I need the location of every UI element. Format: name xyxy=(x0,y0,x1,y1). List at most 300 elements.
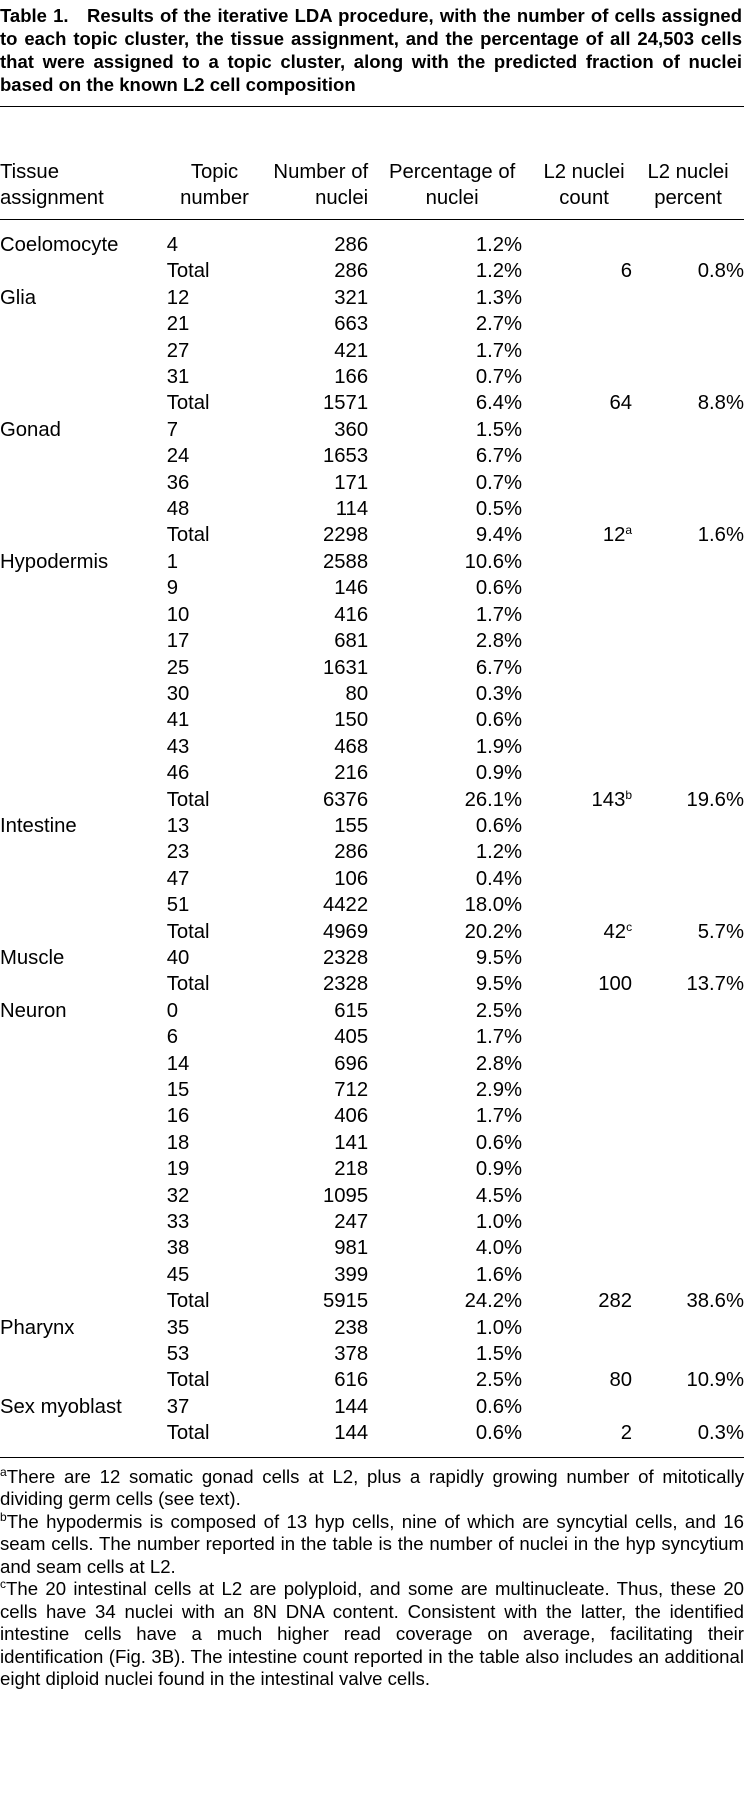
cell-topic: 33 xyxy=(166,1211,190,1234)
cell-nuclei: 144 xyxy=(334,1395,369,1418)
cell-topic: 30 xyxy=(166,682,190,705)
cell-l2percent: 5.7% xyxy=(697,920,744,943)
cell-tissue: Pharynx xyxy=(0,1316,75,1339)
cell-topic: 12 xyxy=(166,286,190,309)
cell-nuclei: 421 xyxy=(334,339,369,362)
table-row xyxy=(0,602,744,628)
cell-percent: 4.5% xyxy=(475,1184,523,1207)
cell-percent: 4.0% xyxy=(475,1237,523,1260)
cell-percent: 1.7% xyxy=(475,1105,523,1128)
header-percent: Percentage of nuclei xyxy=(388,161,516,209)
cell-nuclei: 4422 xyxy=(322,894,369,917)
cell-l2count xyxy=(536,892,632,918)
table-row xyxy=(0,1077,744,1103)
cell-topic: 46 xyxy=(166,762,190,785)
footnote-text: The hypodermis is composed of 13 hyp cells, nine of which are syncytial cells, and 16 seam cells. The number reported in the table is the number of nuclei in the hyp syncytium and seam cells at L2. xyxy=(0,1510,744,1577)
l2count-value: 12 xyxy=(602,524,626,547)
cell-l2count xyxy=(536,1367,632,1393)
cell-l2count xyxy=(536,232,632,258)
header-l2count: L2 nuclei count xyxy=(543,161,625,209)
cell-percent: 2.5% xyxy=(475,999,523,1022)
cell-l2count xyxy=(536,1341,632,1367)
cell-tissue xyxy=(0,1051,157,1077)
cell-l2count xyxy=(536,575,632,601)
cell-tissue: Neuron xyxy=(0,999,67,1022)
cell-tissue xyxy=(0,1103,157,1129)
cell-percent: 0.4% xyxy=(475,867,523,890)
cell-percent: 1.5% xyxy=(475,418,523,441)
cell-topic: Total xyxy=(166,524,210,547)
cell-l2count xyxy=(536,1209,632,1235)
cell-percent: 1.5% xyxy=(475,1343,523,1366)
cell-l2percent: 38.6% xyxy=(686,1290,744,1313)
cell-l2percent xyxy=(632,1130,744,1156)
cell-nuclei: 663 xyxy=(334,313,369,336)
cell-topic: 10 xyxy=(166,603,190,626)
cell-topic: 47 xyxy=(166,867,190,890)
cell-l2count xyxy=(536,1156,632,1182)
cell-topic: 0 xyxy=(166,999,178,1022)
cell-percent: 0.5% xyxy=(475,498,523,521)
table-row xyxy=(0,258,744,284)
cell-percent: 0.6% xyxy=(475,1395,523,1418)
cell-l2percent xyxy=(632,866,744,892)
footnote-marker: b xyxy=(625,787,633,802)
table-row xyxy=(0,1420,744,1446)
cell-l2count xyxy=(536,919,632,945)
cell-l2percent xyxy=(632,232,744,258)
cell-percent: 18.0% xyxy=(464,894,523,917)
cell-nuclei: 6376 xyxy=(322,788,369,811)
cell-tissue xyxy=(0,1367,157,1393)
cell-nuclei: 144 xyxy=(334,1422,369,1445)
cell-nuclei: 1571 xyxy=(322,392,369,415)
cell-l2count xyxy=(536,311,632,337)
cell-nuclei: 360 xyxy=(334,418,369,441)
cell-topic: 7 xyxy=(166,418,178,441)
cell-topic: 21 xyxy=(166,313,190,336)
cell-tissue xyxy=(0,496,157,522)
footnote-mark: b xyxy=(0,1509,7,1524)
cell-tissue xyxy=(0,734,157,760)
cell-l2percent xyxy=(632,470,744,496)
cell-l2count xyxy=(536,1288,632,1314)
cell-l2count xyxy=(536,707,632,733)
cell-l2count xyxy=(536,443,632,469)
cell-tissue xyxy=(0,866,157,892)
cell-l2percent xyxy=(632,496,744,522)
cell-tissue xyxy=(0,311,157,337)
cell-tissue xyxy=(0,522,157,548)
cell-topic: 18 xyxy=(166,1131,190,1154)
cell-topic: 53 xyxy=(166,1343,190,1366)
cell-l2percent xyxy=(632,1156,744,1182)
cell-nuclei: 416 xyxy=(334,603,369,626)
table-row xyxy=(0,549,744,575)
cell-percent: 1.2% xyxy=(475,841,523,864)
cell-percent: 0.7% xyxy=(475,366,523,389)
cell-nuclei: 1095 xyxy=(322,1184,369,1207)
cell-topic: 36 xyxy=(166,471,190,494)
cell-nuclei: 406 xyxy=(334,1105,369,1128)
cell-tissue xyxy=(0,338,157,364)
cell-l2percent xyxy=(632,839,744,865)
cell-topic: 24 xyxy=(166,445,190,468)
cell-l2count xyxy=(536,839,632,865)
cell-nuclei: 405 xyxy=(334,1026,369,1049)
cell-tissue xyxy=(0,258,157,284)
table-row xyxy=(0,1183,744,1209)
table-row xyxy=(0,628,744,654)
header-topic: Topic number xyxy=(180,161,249,209)
cell-topic: Total xyxy=(166,973,210,996)
cell-topic: 43 xyxy=(166,735,190,758)
cell-percent: 0.6% xyxy=(475,1131,523,1154)
cell-tissue: Hypodermis xyxy=(0,550,109,573)
table-row xyxy=(0,681,744,707)
cell-nuclei: 1653 xyxy=(322,445,369,468)
cell-topic: Total xyxy=(166,920,210,943)
cell-l2percent xyxy=(632,1341,744,1367)
table-row xyxy=(0,1341,744,1367)
table-row xyxy=(0,390,744,416)
cell-l2count xyxy=(536,1262,632,1288)
cell-topic: 45 xyxy=(166,1263,190,1286)
cell-percent: 1.2% xyxy=(475,260,523,283)
cell-tissue xyxy=(0,1209,157,1235)
l2count-value: 282 xyxy=(598,1290,633,1313)
cell-l2percent xyxy=(632,1077,744,1103)
table-body xyxy=(0,232,744,1447)
table-row xyxy=(0,1262,744,1288)
cell-percent: 0.9% xyxy=(475,762,523,785)
cell-l2percent xyxy=(632,1103,744,1129)
cell-percent: 6.4% xyxy=(475,392,523,415)
cell-l2count xyxy=(536,971,632,997)
header-l2percent: L2 nuclei percent xyxy=(647,161,729,209)
cell-nuclei: 216 xyxy=(334,762,369,785)
footnote-text: There are 12 somatic gonad cells at L2, plus a rapidly growing number of mitotically dividing germ cells (see text). xyxy=(0,1465,744,1510)
cell-l2count xyxy=(536,760,632,786)
cell-nuclei: 150 xyxy=(334,709,369,732)
table-row xyxy=(0,1103,744,1129)
cell-tissue xyxy=(0,1288,157,1314)
cell-nuclei: 2328 xyxy=(322,973,369,996)
table-row xyxy=(0,232,744,258)
footnotes xyxy=(0,1466,744,1691)
cell-percent: 2.8% xyxy=(475,1052,523,1075)
cell-l2count xyxy=(536,1315,632,1341)
table-row xyxy=(0,734,744,760)
cell-l2percent xyxy=(632,602,744,628)
cell-tissue xyxy=(0,1024,157,1050)
cell-tissue xyxy=(0,575,157,601)
cell-topic: 48 xyxy=(166,498,190,521)
cell-nuclei: 286 xyxy=(334,234,369,256)
header-rule xyxy=(0,219,744,220)
table-row xyxy=(0,839,744,865)
cell-percent: 0.6% xyxy=(475,1422,523,1445)
cell-percent: 2.8% xyxy=(475,630,523,653)
cell-topic: 37 xyxy=(166,1395,190,1418)
cell-topic: 19 xyxy=(166,1158,190,1181)
cell-l2percent: 13.7% xyxy=(686,973,744,996)
cell-tissue: Muscle xyxy=(0,946,65,969)
cell-percent: 9.5% xyxy=(475,973,523,996)
footnote xyxy=(0,1511,744,1579)
table-row xyxy=(0,945,744,971)
cell-l2count xyxy=(536,285,632,311)
footnote-mark: a xyxy=(0,1464,7,1479)
cell-percent: 0.6% xyxy=(475,814,523,837)
cell-tissue xyxy=(0,681,157,707)
cell-l2percent: 19.6% xyxy=(686,788,744,811)
cell-percent: 0.3% xyxy=(475,682,523,705)
table-caption xyxy=(0,4,744,96)
cell-l2percent xyxy=(632,1209,744,1235)
cell-tissue: Coelomocyte xyxy=(0,234,119,256)
cell-percent: 20.2% xyxy=(464,920,523,943)
cell-nuclei: 2298 xyxy=(322,524,369,547)
footnote-marker: c xyxy=(626,919,633,934)
table-row xyxy=(0,1235,744,1261)
cell-l2count xyxy=(536,1051,632,1077)
cell-l2count xyxy=(536,496,632,522)
l2count-value: 2 xyxy=(620,1422,633,1445)
table-row xyxy=(0,919,744,945)
cell-tissue xyxy=(0,390,157,416)
cell-nuclei: 615 xyxy=(334,999,369,1022)
cell-l2count xyxy=(536,470,632,496)
l2count-value: 42 xyxy=(603,920,627,943)
cell-l2count xyxy=(536,945,632,971)
l2count-value: 80 xyxy=(609,1369,633,1392)
cell-l2percent: 10.9% xyxy=(686,1369,744,1392)
cell-l2percent xyxy=(632,285,744,311)
cell-tissue xyxy=(0,1262,157,1288)
cell-tissue xyxy=(0,971,157,997)
table-row xyxy=(0,575,744,601)
table-row xyxy=(0,1024,744,1050)
cell-tissue xyxy=(0,470,157,496)
cell-l2count xyxy=(536,1420,632,1446)
footnote xyxy=(0,1466,744,1511)
cell-l2count xyxy=(536,813,632,839)
cell-nuclei: 616 xyxy=(334,1369,369,1392)
cell-nuclei: 286 xyxy=(334,260,369,283)
table-row xyxy=(0,1394,744,1420)
table-row xyxy=(0,443,744,469)
table-row xyxy=(0,285,744,311)
cell-l2percent xyxy=(632,1183,744,1209)
cell-tissue xyxy=(0,1235,157,1261)
cell-l2percent xyxy=(632,311,744,337)
footnote-text: The 20 intestinal cells at L2 are polyploid, and some are multinucleate. Thus, these 20 cells have 34 nuclei with an 8N DNA content. Consistent with the latter, the identified intestine cells have a much higher read coverage on average, facilitating their identification (Fig. 3B). The intestine count reported in the table also includes an additional eight diploid nuclei found in the intestinal valve cells. xyxy=(0,1578,744,1690)
cell-l2percent xyxy=(632,707,744,733)
cell-l2count xyxy=(536,681,632,707)
cell-nuclei: 146 xyxy=(334,577,369,600)
cell-tissue: Glia xyxy=(0,286,37,309)
cell-topic: 35 xyxy=(166,1316,190,1339)
cell-l2percent xyxy=(632,813,744,839)
cell-percent: 0.7% xyxy=(475,471,523,494)
cell-tissue xyxy=(0,364,157,390)
cell-topic: 9 xyxy=(166,577,178,600)
cell-l2count xyxy=(536,1235,632,1261)
header-tissue: Tissue assignment xyxy=(0,161,104,209)
cell-nuclei: 468 xyxy=(334,735,369,758)
cell-topic: 32 xyxy=(166,1184,190,1207)
cell-nuclei: 171 xyxy=(334,471,369,494)
cell-nuclei: 378 xyxy=(334,1343,369,1366)
cell-tissue xyxy=(0,760,157,786)
l2count-value: 64 xyxy=(609,392,633,415)
cell-tissue xyxy=(0,1156,157,1182)
cell-l2percent xyxy=(632,338,744,364)
cell-nuclei: 106 xyxy=(334,867,369,890)
cell-percent: 0.6% xyxy=(475,577,523,600)
table-caption-text: Results of the iterative LDA procedure, with the number of cells assigned to each topic cluster, the tissue assignment, and the percentage of all 24,503 cells that were assigned to a topic cluster, along with the predicted fraction of nuclei based on the known L2 cell composition xyxy=(0,5,742,95)
cell-l2percent xyxy=(632,417,744,443)
cell-tissue xyxy=(0,655,157,681)
table-row xyxy=(0,813,744,839)
cell-tissue xyxy=(0,919,157,945)
cell-l2count xyxy=(536,655,632,681)
cell-nuclei: 247 xyxy=(334,1211,369,1234)
cell-percent: 26.1% xyxy=(464,788,523,811)
cell-nuclei: 5915 xyxy=(322,1290,369,1313)
cell-l2percent: 8.8% xyxy=(697,392,744,415)
cell-topic: 40 xyxy=(166,946,190,969)
cell-nuclei: 286 xyxy=(334,841,369,864)
table-row xyxy=(0,311,744,337)
cell-percent: 9.4% xyxy=(475,524,523,547)
cell-topic: Total xyxy=(166,260,210,283)
cell-tissue xyxy=(0,602,157,628)
bottom-rule xyxy=(0,1457,744,1458)
cell-tissue xyxy=(0,443,157,469)
l2count-value: 143 xyxy=(591,788,626,811)
cell-percent: 6.7% xyxy=(475,656,523,679)
cell-nuclei: 696 xyxy=(334,1052,369,1075)
cell-l2count xyxy=(536,1183,632,1209)
cell-nuclei: 681 xyxy=(334,630,369,653)
cell-nuclei: 218 xyxy=(334,1158,369,1181)
cell-topic: 13 xyxy=(166,814,190,837)
cell-l2count xyxy=(536,998,632,1024)
cell-topic: 1 xyxy=(166,550,178,573)
cell-l2count xyxy=(536,390,632,416)
cell-l2percent xyxy=(632,1024,744,1050)
table-row xyxy=(0,1209,744,1235)
cell-l2percent xyxy=(632,760,744,786)
table-row xyxy=(0,866,744,892)
cell-nuclei: 155 xyxy=(334,814,369,837)
table-row xyxy=(0,1156,744,1182)
cell-topic: 25 xyxy=(166,656,190,679)
cell-percent: 1.7% xyxy=(475,603,523,626)
cell-l2count xyxy=(536,734,632,760)
cell-l2percent xyxy=(632,945,744,971)
cell-topic: 51 xyxy=(166,894,190,917)
cell-percent: 1.7% xyxy=(475,1026,523,1049)
cell-l2percent xyxy=(632,628,744,654)
cell-l2percent xyxy=(632,1315,744,1341)
cell-percent: 1.0% xyxy=(475,1316,523,1339)
table-row xyxy=(0,655,744,681)
cell-l2percent xyxy=(632,549,744,575)
cell-tissue xyxy=(0,628,157,654)
cell-l2count xyxy=(536,602,632,628)
cell-l2count xyxy=(536,417,632,443)
table-row xyxy=(0,1051,744,1077)
cell-percent: 24.2% xyxy=(464,1290,523,1313)
cell-nuclei: 2588 xyxy=(322,550,369,573)
cell-l2percent xyxy=(632,575,744,601)
cell-l2count xyxy=(536,866,632,892)
table-row xyxy=(0,1288,744,1314)
cell-nuclei: 712 xyxy=(334,1079,369,1101)
cell-nuclei: 399 xyxy=(334,1263,369,1286)
cell-tissue xyxy=(0,1183,157,1209)
cell-l2percent xyxy=(632,998,744,1024)
cell-l2percent xyxy=(632,1051,744,1077)
cell-l2count xyxy=(536,1077,632,1103)
cell-tissue xyxy=(0,787,157,813)
cell-percent: 2.7% xyxy=(475,313,523,336)
cell-l2percent xyxy=(632,1262,744,1288)
table-row xyxy=(0,1130,744,1156)
cell-topic: Total xyxy=(166,1369,210,1392)
table-row xyxy=(0,417,744,443)
table-row xyxy=(0,971,744,997)
cell-topic: 38 xyxy=(166,1237,190,1260)
cell-l2count xyxy=(536,1103,632,1129)
cell-percent: 0.9% xyxy=(475,1158,523,1181)
cell-l2count xyxy=(536,1394,632,1420)
cell-tissue xyxy=(0,1420,157,1446)
cell-tissue: Sex myoblast xyxy=(0,1395,122,1418)
cell-tissue: Intestine xyxy=(0,814,77,837)
cell-percent: 1.3% xyxy=(475,286,523,309)
cell-topic: 23 xyxy=(166,841,190,864)
cell-l2percent xyxy=(632,364,744,390)
cell-l2count xyxy=(536,522,632,548)
cell-tissue xyxy=(0,839,157,865)
cell-topic: 27 xyxy=(166,339,190,362)
header-nuclei: Number of nuclei xyxy=(273,161,369,209)
cell-percent: 6.7% xyxy=(475,445,523,468)
cell-nuclei: 114 xyxy=(335,498,369,521)
cell-tissue xyxy=(0,892,157,918)
cell-l2percent xyxy=(632,1235,744,1261)
table-row xyxy=(0,998,744,1024)
cell-l2count xyxy=(536,364,632,390)
cell-topic: Total xyxy=(166,392,210,415)
cell-topic: 16 xyxy=(166,1105,190,1128)
cell-percent: 2.5% xyxy=(475,1369,523,1392)
cell-topic: 6 xyxy=(166,1026,178,1049)
cell-l2percent xyxy=(632,655,744,681)
cell-l2percent xyxy=(632,892,744,918)
table-row xyxy=(0,707,744,733)
cell-l2count xyxy=(536,258,632,284)
cell-topic: 14 xyxy=(166,1052,190,1075)
cell-nuclei: 141 xyxy=(334,1131,369,1154)
cell-tissue xyxy=(0,1341,157,1367)
cell-nuclei: 981 xyxy=(334,1237,369,1260)
cell-percent: 2.9% xyxy=(475,1079,523,1101)
